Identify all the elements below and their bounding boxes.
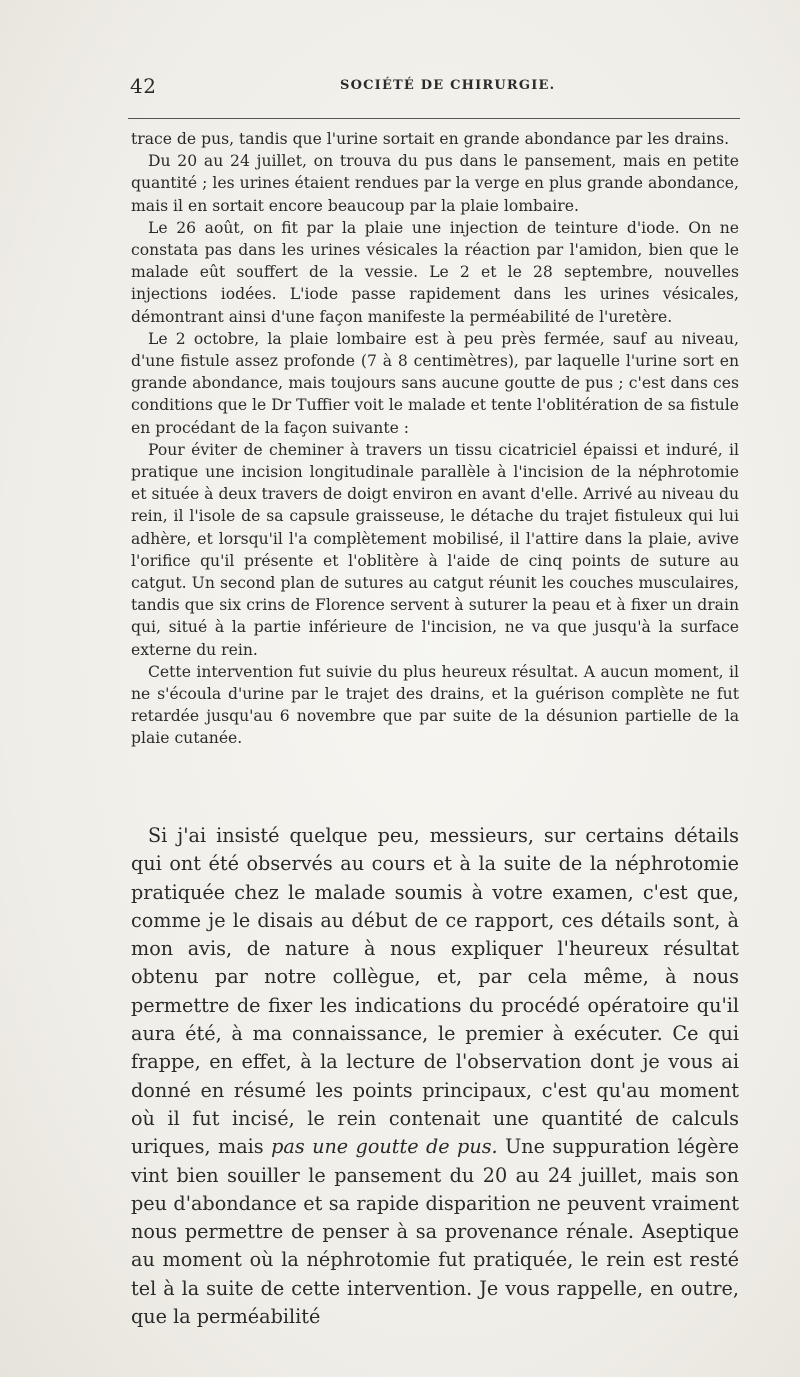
italic-phrase: pas une goutte de pus. [271, 1135, 498, 1159]
paragraph: Du 20 au 24 juillet, on trouva du pus dans le pansement, mais en petite quantité ; les urines étaient rendues par la verge en plus grande abondance, mais il en sortait encore beaucoup par la plaie lombaire. [131, 152, 739, 215]
paragraph: Pour éviter de cheminer à travers un tissu cicatriciel épaissi et induré, il pratique une incision longitudinale parallèle à l'incision de la néphrotomie et située à deux travers de doigt environ en avant d'elle. Arrivé au niveau du rein, il l'isole de sa capsule graisseuse, le détache du trajet fistuleux qui lui adhère, et lorsqu'il l'a complètement mobilisé, il l'attire dans la plaie, avive l'orifice qu'il présente et l'oblitère à l'aide de cinq points de suture au catgut. Un second plan de sutures au catgut réunit les couches musculaires, tandis que six crins de Florence servent à suturer la peau et à fixer un drain qui, situé à la partie inférieure de l'incision, ne va que jusqu'à la surface externe du rein. [131, 440, 739, 659]
observation-text [131, 128, 739, 750]
paragraph: trace de pus, tandis que l'urine sortait en grande abondance par les drains. [131, 130, 730, 148]
text-run: Si j'ai insisté quelque peu, messieurs, sur certains détails qui ont été observés au cours et à la suite de la néphrotomie pratiquée chez le malade soumis à votre examen, c'est que, comme je le disais au début de ce rapport, ces détails sont, à mon avis, de nature à nous expliquer l'heureux résultat obtenu par notre collègue, et, par cela même, à nous permettre de fixer les indications du procédé opératoire qu'il aura été, à ma connaissance, le premier à exécuter. Ce qui frappe, en effet, à la lecture de l'observation dont je vous ai donné en résumé les points principaux, c'est qu'au moment où il fut incisé, le rein contenait une quantité de calculs uriques, mais [131, 824, 739, 1159]
report-text [131, 822, 739, 1331]
paragraph [131, 822, 739, 1331]
header-rule [128, 118, 740, 119]
paragraph: Cette intervention fut suivie du plus heureux résultat. A aucun moment, il ne s'écoula d'urine par le trajet des drains, et la guérison complète ne fut retardée jusqu'au 6 novembre que par suite de la désunion partielle de la plaie cutanée. [131, 662, 739, 748]
page-header [130, 72, 740, 102]
page-number: 42 [130, 74, 157, 98]
paragraph: Le 26 août, on fit par la plaie une injection de teinture d'iode. On ne constata pas dans les urines vésicales la réaction par l'amidon, bien que le malade eût souffert de la vessie. Le 2 et le 28 septembre, nouvelles injections iodées. L'iode passe rapidement dans les urines vésicales, démontrant ainsi d'une façon manifeste la perméabilité de l'uretère. [131, 218, 739, 326]
paragraph: Le 2 octobre, la plaie lombaire est à peu près fermée, sauf au niveau, d'une fistule assez profonde (7 à 8 centimètres), par laquelle l'urine sort en grande abondance, mais toujours sans aucune goutte de pus ; c'est dans ces conditions que le Dr Tuffier voit le malade et tente l'oblitération de sa fistule en procédant de la façon suivante : [131, 329, 739, 437]
running-title: SOCIÉTÉ DE CHIRURGIE. [340, 78, 556, 93]
text-run: Une suppuration légère vint bien souiller le pansement du 20 au 24 juillet, mais son peu d'abondance et sa rapide disparition ne peuvent vraiment nous permettre de penser à sa provenance rénale. Aseptique au moment où la néphrotomie fut pratiquée, le rein est resté tel à la suite de cette intervention. Je vous rappelle, en outre, que la perméabilité [131, 1135, 739, 1329]
